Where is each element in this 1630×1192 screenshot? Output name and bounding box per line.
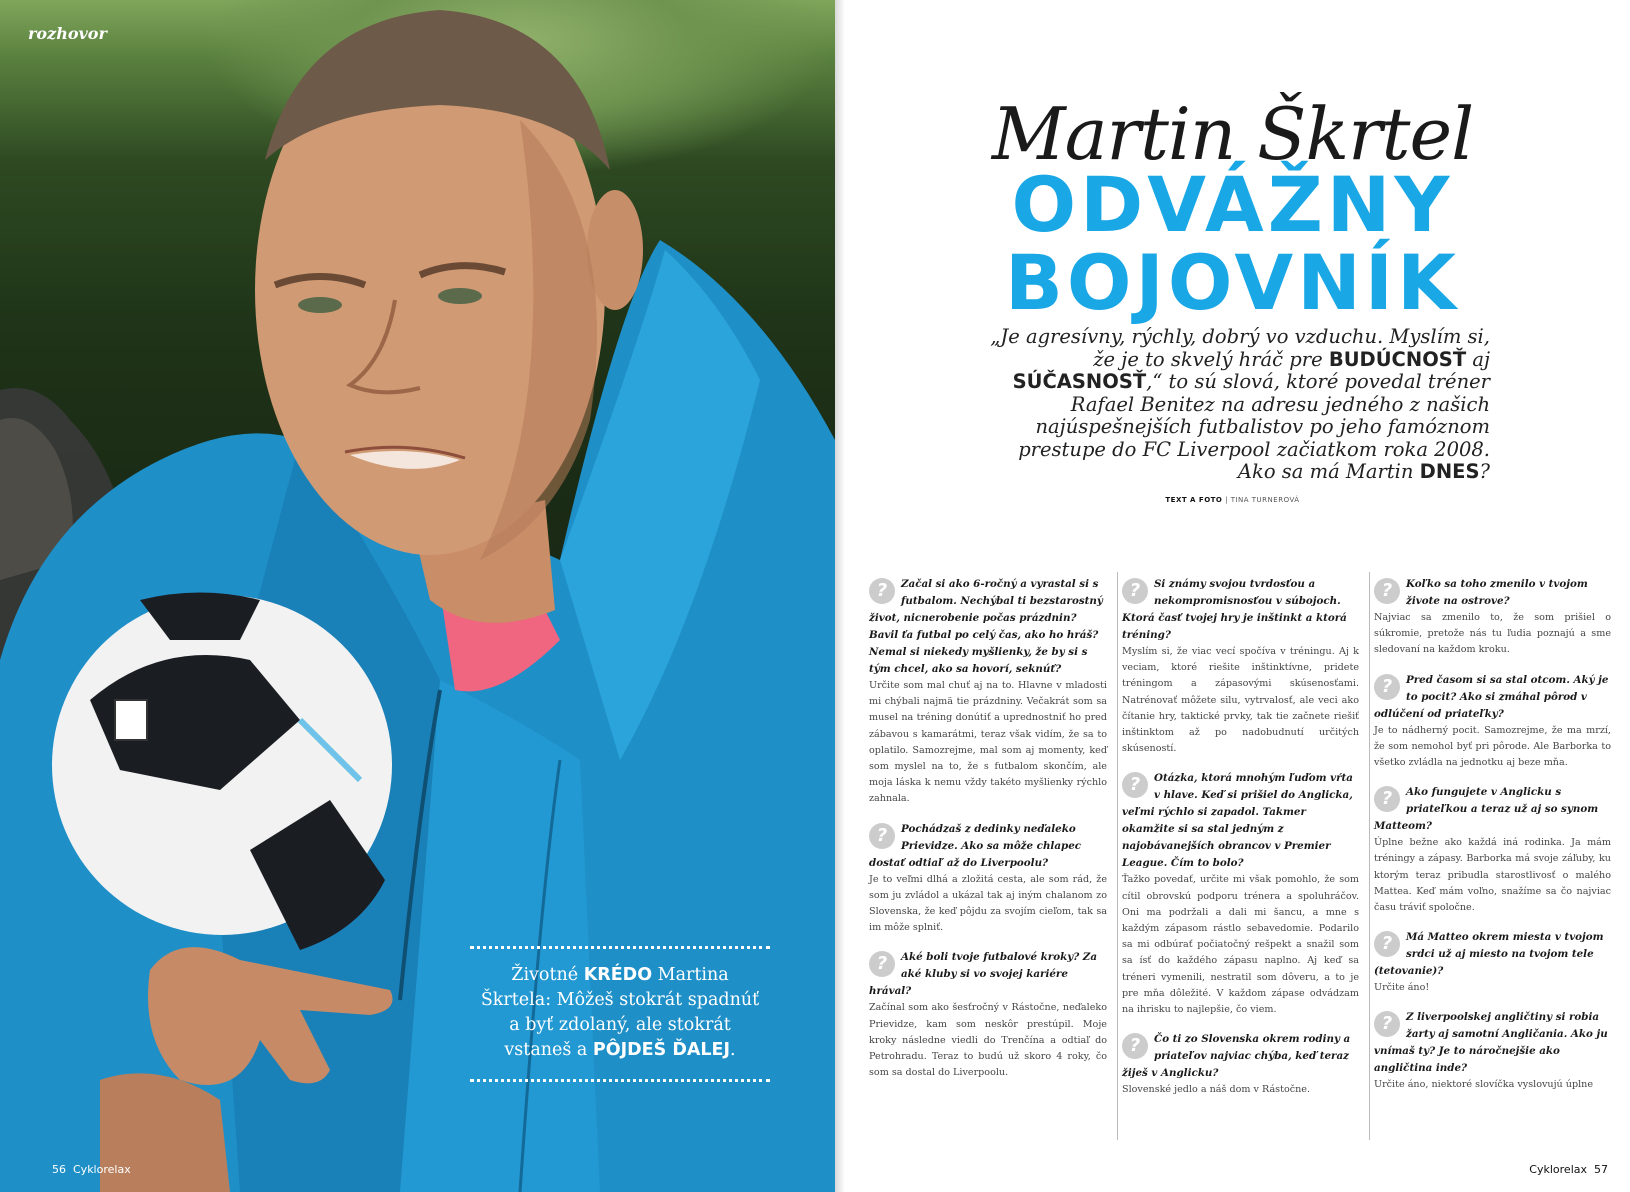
headline-line-1: ODVÁŽNY [1011,160,1454,249]
question-mark-icon: ? [1374,578,1400,604]
interview-answer: Myslím si, že viac vecí spočíva v tréningu. Aj k veciam, ktoré riešite inštinktívne, pridete tréningom a zápasovými skúsenosťami. Natrénovať môžete silu, vytrvalosť, ale veci ako čítanie hry, taktické prvky, tak tie začnete riešiť inštinktom až po nadobudnutí určitých skúseností. [1122,646,1359,755]
interview-answer: Slovenské jedlo a náš dom v Rástočne. [1122,1084,1311,1096]
right-page-article [835,0,1630,1192]
question-mark-icon: ? [1374,786,1400,812]
qa-item [1374,576,1611,659]
qa-item [1374,672,1611,772]
interview-question: ? Koľko sa toho zmenilo v tvojom živote na ostrove? [1374,576,1611,610]
article-lead: „Je agresívny, rýchly, dobrý vo vzduchu. Myslím si, že je to skvelý hráč pre BUDÚCNOSŤ aj SÚČASNOSŤ,“ to sú slová, ktoré povedal tréner Rafael Benitez na adresu jedného z našich najúspešnejších futbalistov po jeho famóznom prestupe do FC Liverpool začiatkom roka 2008. Ako sa má Martin DNES? [990,325,1490,483]
interview-question: ? Z liverpoolskej angličtiny si robia žarty aj samotní Angličania. Ako ju vnímaš ty? Je to náročnejšie ako angličtina inde? [1374,1011,1608,1075]
credo-keyword: KRÉDO [583,965,653,985]
interview-answer: Určite áno, niektoré slovíčka vyslovujú úplne [1374,1079,1594,1091]
interview-column [1369,572,1617,1140]
quote-bottom-divider [470,1079,770,1082]
interview-answer: Je to veľmi dlhá a zložitá cesta, ale som rád, že som ju zvládol a ukázal tak aj iným chalanom zo Slovenska, že keď pôjdu za svojím cieľom, tak sa im môže splniť. [869,873,1107,934]
interview-column [865,572,1113,1140]
interview-answer: Určite som mal chuť aj na to. Hlavne v mladosti mi chýbali najmä tie prázdniny. Večakrát som sa musel na tréning donútiť a uprednostniť ho pred zábavou s kamarátmi, teraz však vidím, že sa to oplatilo. Samozrejme, mal som aj momenty, keď som myslel na to, že s futbalom skončím, ale moja láska k nemu vždy takéto myšlienky rýchlo zahnala. [869,680,1107,805]
headline-line-2: BOJOVNÍK [1005,238,1460,327]
page-number: 56 [52,1163,66,1176]
credo-keyword-2: PÔJDEŠ ĎALEJ [592,1040,730,1060]
credo-quote-text: Životné KRÉDO Martina Škrtela: Môžeš stokrát spadnúť a byť zdolaný, ale stokrát vstaneš a PÔJDEŠ ĎALEJ. [480,965,760,1060]
qa-item [1374,784,1611,916]
question-mark-icon: ? [1122,1033,1148,1059]
interview-question: ? Pred časom si sa stal otcom. Aký je to pocit? Ako si zmáhal pôrod v odlúčení od priateľky? [1374,673,1609,720]
interview-question: ? Ako fungujete v Anglicku s priateľkou a teraz už aj so synom Matteom? [1374,786,1599,833]
qa-item [1122,576,1359,757]
interview-column [1117,572,1365,1140]
question-mark-icon: ? [1122,578,1148,604]
question-mark-icon: ? [869,823,895,849]
question-mark-icon: ? [1374,674,1400,700]
interview-question: ? Si známy svojou tvrdosťou a nekompromisnosťou v súbojoch. Ktorá časť tvojej hry je inštinkt a ktorá tréning? [1122,578,1347,641]
interview-question: ? Čo ti zo Slovenska okrem rodiny a priateľov najviac chýba, keď teraz žiješ v Anglicku? [1122,1033,1351,1080]
interview-question: ? Má Matteo okrem miesta v tvojom srdci už aj miesto na tvojom tele (tetovanie)? [1374,931,1604,978]
article-headline [835,160,1630,327]
qa-item [1122,1031,1359,1098]
qa-item [869,949,1107,1081]
credo-quote [470,946,770,1082]
section-label: rozhovor [28,24,107,43]
left-page-footer [52,1163,131,1176]
qa-item [1374,1009,1611,1093]
page-number: 57 [1594,1163,1608,1176]
question-mark-icon: ? [869,578,895,604]
right-page-footer [1529,1163,1608,1176]
interview-answer: Ťažko povedať, určite mi však pomohlo, že som cítil obrovskú podporu trénera a spoluhráčov. Oni ma podržali a dali mi šancu, a mne s každým zápasom rástlo sebavedomie. Podarilo sa mi odbúrať počiatočný rešpekt a snažil som sa ísť do každého zápasu naplno. Aj keď sa tréneri vymenili, nestratil som dôveru, a to je pre mňa dôležité. V každom zápase odvádzam na ihrisku to najlepšie, čo viem. [1122,874,1359,1016]
question-mark-icon: ? [1374,1011,1400,1037]
interview-question: ? Začal si ako 6-ročný a vyrastal si s futbalom. Nechýbal ti bezstarostný život, nicnerobenie počas prázdnin? Bavil ťa futbal po celý čas, ako ho hráš? Nemal si niekedy myšlienky, že by si s tým chcel, ako sa hovorí, seknúť? [869,578,1103,675]
qa-item [869,576,1107,808]
interview-answer: Úplne bežne ako každá iná rodinka. Ja mám tréningy a zápasy. Barborka má svoje záľuby, ku ktorým teraz pribudla starostlivosť o malého Mattea. Keď mám voľno, snažíme sa čo najviac času tráviť spoločne. [1374,837,1611,914]
interview-answer: Určite áno! [1374,982,1430,994]
article-name: Martin Škrtel [991,92,1474,176]
interview-columns [865,572,1617,1140]
interview-answer: Začínal som ako šesťročný v Rástočne, neďaleko Prievidze, kam som neskôr prestúpil. Moje kroky následne viedli do Trenčína a odtiaľ do Petrohradu. Teraz to budú už skoro 4 roky, čo som sa dostal do Liverpoolu. [869,1002,1107,1079]
qa-item [869,821,1107,937]
interview-answer: Najviac sa zmenilo to, že som prišiel o súkromie, pretože nás tu ľudia poznajú a sme sledovaní na každom kroku. [1374,612,1611,656]
qa-item [1374,929,1611,996]
interview-question: ? Pochádzaš z dedinky neďaleko Prievidze. Ako sa môže chlapec dostať odtiaľ až do Liverpoolu? [869,822,1082,869]
question-mark-icon: ? [869,951,895,977]
interview-answer: Je to nádherný pocit. Samozrejme, že ma mrzí, že som nemohol byť pri pôrode. Ale Barborka to všetko zvládla na jednotku aj beze mňa. [1374,724,1611,769]
magazine-brand: Cyklorelax [73,1163,131,1176]
interview-question: ? Otázka, ktorá mnohým ľuďom vŕta v hlave. Keď si prišiel do Anglicka, veľmi rýchlo si zapadol. Takmer okamžite si sa stal jedným z najobávanejších obrancov v Premier League. Čím to bolo? [1122,772,1353,870]
question-mark-icon: ? [1122,772,1148,798]
question-mark-icon: ? [1374,931,1400,957]
article-credit: TEXT A FOTO | TINA TURNEROVÁ [1165,496,1300,504]
magazine-brand: Cyklorelax [1529,1163,1587,1176]
qa-item [1122,770,1359,1018]
interview-question: ? Aké boli tvoje futbalové kroky? Za aké kluby si vo svojej kariére hrával? [869,951,1097,998]
